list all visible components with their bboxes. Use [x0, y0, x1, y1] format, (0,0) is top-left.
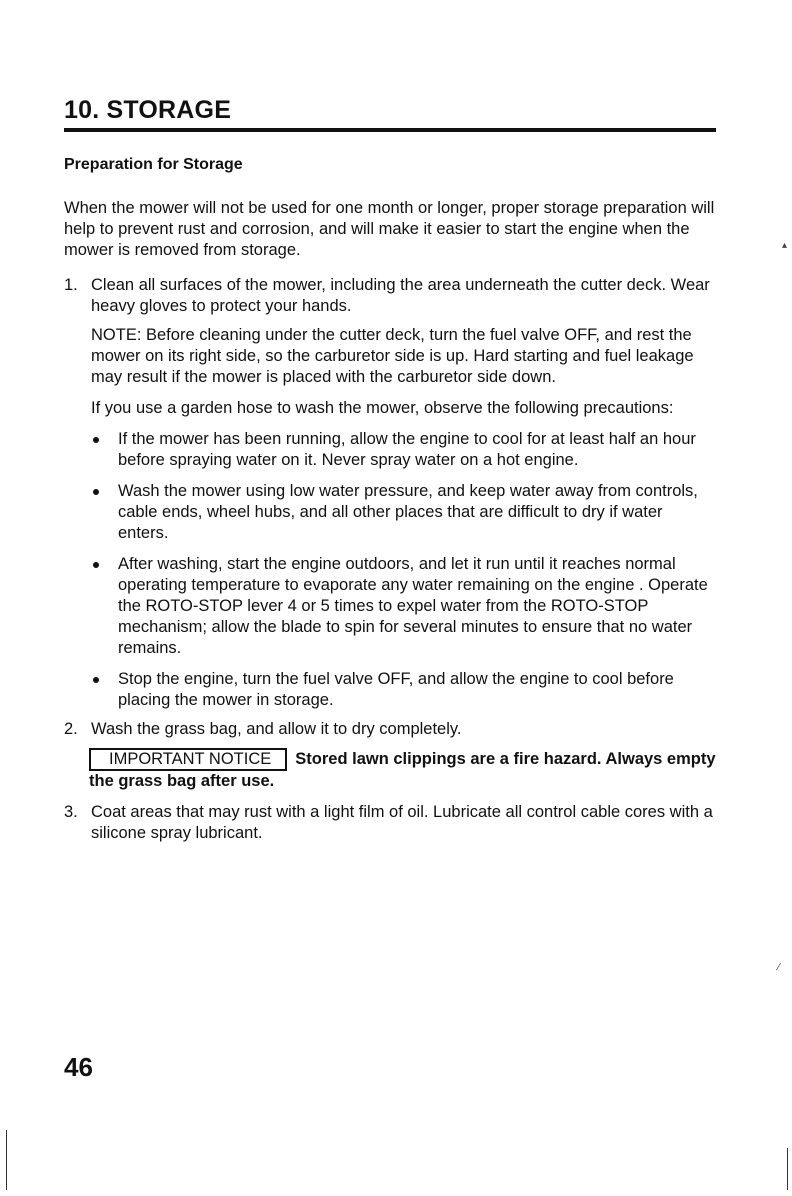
page-number: 46 [64, 1052, 93, 1082]
title-rule [64, 128, 716, 132]
precaution-list [91, 429, 716, 711]
scan-speck: ⁄ [778, 962, 780, 973]
note-paragraph: NOTE: Before cleaning under the cutter deck, turn the fuel valve OFF, and rest the mower on its right side, so the carburetor side is up. Hard starting and fuel leakage may result if the mower is placed with the carburetor side down. [91, 326, 694, 386]
step-number: 3. [64, 803, 78, 821]
bullet-icon [93, 489, 99, 495]
precaution-text: If the mower has been running, allow the engine to cool for at least half an hour before spraying water on it. Never spray water on a hot engine. [118, 430, 696, 469]
step-text: Clean all surfaces of the mower, including the area underneath the cutter deck. Wear heavy gloves to protect your hands. [91, 276, 710, 315]
precaution-item [91, 481, 716, 544]
page-title: 10. STORAGE [64, 96, 232, 124]
notice-label: IMPORTANT NOTICE [89, 748, 287, 771]
precaution-item [91, 669, 716, 711]
intro-paragraph: When the mower will not be used for one month or longer, proper storage preparation will help to prevent rust and corrosion, and will make it easier to start the engine when the mower is removed from storage. [64, 199, 715, 259]
precaution-text: Stop the engine, turn the fuel valve OFF, and allow the engine to cool before placing the mower in storage. [118, 670, 674, 709]
section-heading: Preparation for Storage [64, 156, 243, 173]
precaution-text: After washing, start the engine outdoors, and let it run until it reaches normal operating temperature to evaporate any water remaining on the engine . Operate the ROTO-STOP lever 4 or 5 times to expel water from the ROTO-STOP mechanism; allow the blade to spin for several minutes to ensure that no water remains. [118, 555, 708, 657]
important-notice [89, 748, 716, 792]
step-text: Wash the grass bag, and allow it to dry completely. [91, 720, 462, 738]
storage-steps [64, 275, 716, 844]
scan-edge-mark [787, 1148, 788, 1190]
hose-precautions-intro: If you use a garden hose to wash the mower, observe the following precautions: [91, 399, 674, 417]
step-number: 1. [64, 276, 78, 294]
step-2 [64, 719, 716, 792]
bullet-icon [93, 562, 99, 568]
step-1 [64, 275, 716, 711]
bullet-icon [93, 437, 99, 443]
precaution-item [91, 554, 716, 659]
precaution-item [91, 429, 716, 471]
scan-speck: ▴ [782, 240, 788, 251]
step-text: Coat areas that may rust with a light film of oil. Lubricate all control cable cores with a silicone spray lubricant. [91, 803, 713, 842]
bullet-icon [93, 677, 99, 683]
step-3 [64, 802, 716, 844]
scan-edge-mark [6, 1130, 7, 1190]
precaution-text: Wash the mower using low water pressure, and keep water away from controls, cable ends, wheel hubs, and all other places that are difficult to dry if water enters. [118, 482, 698, 542]
section-body [64, 198, 716, 852]
step-number: 2. [64, 720, 78, 738]
notice-text: Stored lawn clippings are a fire hazard. Always empty the grass bag after use. [89, 750, 716, 790]
